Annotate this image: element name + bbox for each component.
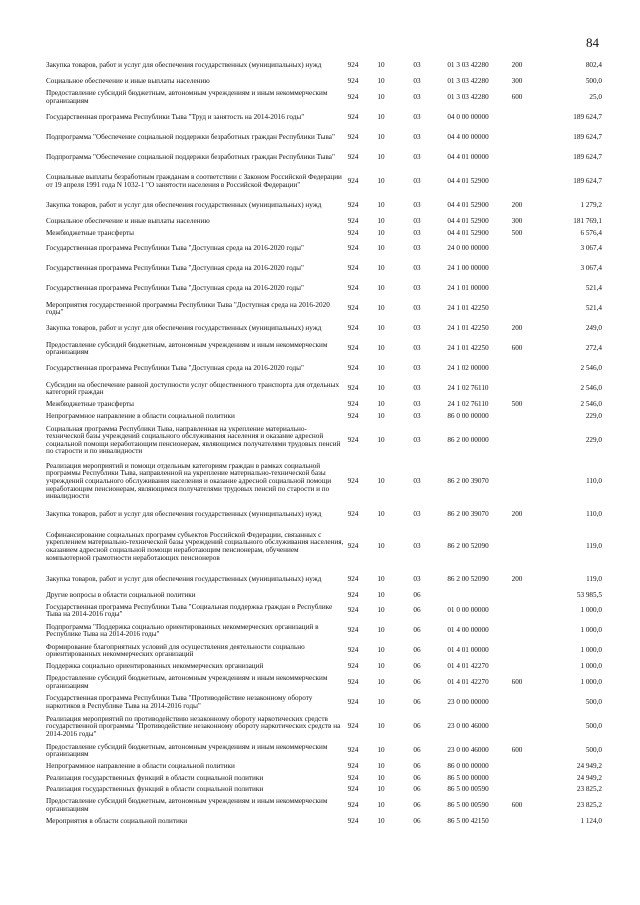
section-code-cell: 10 [377, 61, 385, 70]
subsection-code-cell: 03 [413, 384, 421, 393]
table-row [46, 339, 602, 359]
subsection-code-cell: 03 [413, 364, 421, 373]
amount-cell: 181 769,1 [573, 216, 602, 225]
ministry-code-cell: 924 [347, 785, 359, 794]
expense-name-cell: Поддержка социально ориентированных некоммерческих организаций [46, 662, 264, 671]
table-row [46, 773, 602, 785]
amount-cell: 53 985,5 [576, 590, 602, 599]
subsection-code-cell: 03 [413, 304, 421, 313]
amount-cell: 1 279,2 [580, 201, 602, 210]
expense-name-cell: Реализация мероприятий по противодействию незаконному обороту наркотических средств государственной программы "Противодействие незаконному обороту наркотических средств на 2014-2016 годы" [46, 714, 341, 738]
table-row [46, 359, 602, 379]
table-row [46, 379, 602, 399]
expense-name-cell: Социальная программа Республики Тыва, направленная на укрепление материально-технической базы учреждений социального обслуживания населения и оказание адресной социальной помощи неработающим пенсионерам, являющимся получателями трудовых пенсий по старости и по инвалидности [46, 424, 341, 456]
ministry-code-cell: 924 [347, 773, 359, 782]
table-row [46, 128, 602, 148]
expense-name-cell: Закупка товаров, работ и услуг для обеспечения государственных (муниципальных) нужд [46, 61, 322, 70]
section-code-cell: 10 [377, 92, 385, 101]
subsection-code-cell: 03 [413, 201, 421, 210]
table-row [46, 422, 602, 459]
table-row [46, 761, 602, 773]
subsection-code-cell: 06 [413, 801, 421, 810]
ministry-code-cell: 924 [347, 384, 359, 393]
expense-name-cell: Подпрограмма "Поддержка социально ориентированных некоммерческих организаций в Республике Тыва на 2014-2016 годы" [46, 622, 319, 639]
expense-name-cell: Закупка товаров, работ и услуг для обеспечения государственных (муниципальных) нужд [46, 509, 322, 518]
target-article-cell: 04 0 00 00000 [447, 112, 489, 121]
subsection-code-cell: 03 [413, 542, 421, 551]
subsection-code-cell: 06 [413, 626, 421, 635]
table-row [46, 196, 602, 216]
section-code-cell: 10 [377, 626, 385, 635]
target-article-cell: 86 5 00 42150 [447, 816, 489, 825]
section-code-cell: 10 [377, 816, 385, 825]
ministry-code-cell: 924 [347, 435, 359, 444]
target-article-cell: 04 4 01 52900 [447, 176, 489, 185]
section-code-cell: 10 [377, 697, 385, 706]
expense-name-cell: Мероприятия государственной программы Республики Тыва "Доступная среда на 2016-2020 годы" [46, 300, 330, 317]
expense-name-cell: Государственная программа Республики Тыва "Доступная среда на 2016-2020 годы" [46, 264, 304, 273]
amount-cell: 23 825,2 [576, 801, 602, 810]
amount-cell: 2 546,0 [580, 364, 602, 373]
table-row [46, 259, 602, 279]
section-code-cell: 10 [377, 746, 385, 755]
subsection-code-cell: 03 [413, 152, 421, 161]
ministry-code-cell: 924 [347, 762, 359, 771]
section-code-cell: 10 [377, 77, 385, 85]
amount-cell: 110,0 [586, 476, 602, 485]
amount-cell: 189 624,7 [573, 176, 602, 185]
ministry-code-cell: 924 [347, 244, 359, 253]
section-code-cell: 10 [377, 762, 385, 771]
amount-cell: 1 000,0 [580, 677, 602, 686]
ministry-code-cell: 924 [347, 216, 359, 225]
amount-cell: 500,0 [585, 746, 602, 755]
section-code-cell: 10 [377, 264, 385, 273]
expense-name-cell: Государственная программа Республики Тыва "Труд и занятость на 2014-2016 годы" [46, 112, 305, 121]
table-row [46, 279, 602, 299]
target-article-cell: 24 1 02 00000 [447, 364, 489, 373]
table-row [46, 816, 602, 828]
ministry-code-cell: 924 [347, 344, 359, 353]
amount-cell: 3 067,4 [580, 264, 602, 273]
section-code-cell: 10 [377, 476, 385, 485]
expense-name-cell: Реализация государственных функций в области социальной политики [46, 773, 264, 782]
amount-cell: 24 949,2 [576, 762, 602, 771]
subsection-code-cell: 06 [413, 677, 421, 686]
subsection-code-cell: 03 [413, 574, 421, 583]
subsection-code-cell: 06 [413, 662, 421, 671]
table-row [46, 713, 602, 741]
section-code-cell: 10 [377, 677, 385, 686]
section-code-cell: 10 [377, 400, 385, 409]
table-row [46, 56, 602, 76]
ministry-code-cell: 924 [347, 364, 359, 373]
ministry-code-cell: 924 [347, 606, 359, 615]
section-code-cell: 10 [377, 574, 385, 583]
subsection-code-cell: 03 [413, 344, 421, 353]
target-article-cell: 24 1 01 42250 [447, 344, 489, 353]
section-code-cell: 10 [377, 216, 385, 225]
expense-name-cell: Реализация мероприятий и помощи отдельным категориям граждан в рамках социальной программы Республики Тыва, направленной на укрепление материально-технической базы учреждений социального обслуживания населения и оказание адресной социальной помощи неработающим пенсионерам, являющимся получателями трудовых пенсий по старости и по инвалидности [46, 461, 332, 501]
expense-type-cell: 300 [511, 216, 523, 225]
amount-cell: 25,0 [589, 92, 602, 101]
expense-name-cell: Софинансирование социальных программ субъектов Российской Федерации, связанных с укреплением материально-технической базы учреждений социального обслуживания населения, оказанием адресной социальной помощи неработающим пенсионерам, обучением компьютерной грамотности неработающих пенсионеров [46, 530, 344, 562]
section-code-cell: 10 [377, 785, 385, 794]
section-code-cell: 10 [377, 364, 385, 373]
target-article-cell: 23 0 00 46000 [447, 746, 489, 755]
table-row [46, 641, 602, 661]
expense-name-cell: Государственная программа Республики Тыва "Противодействие незаконному обороту наркотиков в Республике Тыва на 2014-2016 годы" [46, 694, 313, 710]
ministry-code-cell: 924 [347, 61, 359, 70]
section-code-cell: 10 [377, 244, 385, 253]
target-article-cell: 24 1 01 42250 [447, 324, 489, 333]
ministry-code-cell: 924 [347, 801, 359, 810]
ministry-code-cell: 924 [347, 411, 359, 420]
ministry-code-cell: 924 [347, 284, 359, 293]
target-article-cell: 01 3 03 42280 [447, 92, 489, 101]
expense-type-cell: 200 [511, 61, 523, 70]
table-row [46, 228, 602, 240]
amount-cell: 6 576,4 [580, 228, 602, 237]
target-article-cell: 86 2 00 39070 [447, 509, 489, 518]
subsection-code-cell: 03 [413, 435, 421, 444]
table-row [46, 399, 602, 411]
expense-name-cell: Закупка товаров, работ и услуг для обеспечения государственных (муниципальных) нужд [46, 324, 322, 333]
target-article-cell: 86 2 00 52090 [447, 542, 489, 551]
amount-cell: 1 000,0 [580, 606, 602, 615]
section-code-cell: 10 [377, 542, 385, 551]
table-row [46, 784, 602, 796]
table-row [46, 411, 602, 423]
expense-name-cell: Межбюджетные трансферты [46, 228, 134, 237]
expense-name-cell: Субсидии на обеспечение равной доступности услуг общественного транспорта для отдельных категорий граждан [46, 380, 340, 397]
target-article-cell: 86 0 00 00000 [447, 762, 489, 771]
section-code-cell: 10 [377, 646, 385, 655]
amount-cell: 2 546,0 [580, 384, 602, 393]
expense-type-cell: 200 [511, 324, 523, 333]
target-article-cell: 86 2 00 00000 [447, 435, 489, 444]
section-code-cell: 10 [377, 590, 385, 599]
table-row [46, 570, 602, 590]
expense-name-cell: Закупка товаров, работ и услуг для обеспечения государственных (муниципальных) нужд [46, 574, 322, 583]
table-row [46, 504, 602, 524]
subsection-code-cell: 03 [413, 216, 421, 225]
ministry-code-cell: 924 [347, 176, 359, 185]
target-article-cell: 86 5 00 00590 [447, 801, 489, 810]
expense-name-cell: Предоставление субсидий бюджетным, автономным учреждениям и иным некоммерческим организациям [46, 340, 328, 357]
expense-name-cell: Закупка товаров, работ и услуг для обеспечения государственных (муниципальных) нужд [46, 201, 322, 210]
target-article-cell: 24 1 00 00000 [447, 264, 489, 273]
target-article-cell: 24 1 01 42250 [447, 304, 489, 313]
subsection-code-cell: 03 [413, 400, 421, 409]
section-code-cell: 10 [377, 132, 385, 141]
amount-cell: 229,0 [585, 411, 602, 420]
expense-type-cell: 500 [511, 228, 523, 237]
target-article-cell: 86 0 00 00000 [447, 411, 489, 420]
expense-type-cell: 600 [511, 92, 523, 101]
amount-cell: 521,4 [585, 304, 602, 313]
subsection-code-cell: 06 [413, 762, 421, 771]
amount-cell: 189 624,7 [573, 132, 602, 141]
section-code-cell: 10 [377, 176, 385, 185]
ministry-code-cell: 924 [347, 509, 359, 518]
subsection-code-cell: 03 [413, 264, 421, 273]
ministry-code-cell: 924 [347, 646, 359, 655]
table-row [46, 693, 602, 713]
target-article-cell: 24 1 02 76110 [447, 400, 489, 409]
target-article-cell: 86 5 00 00590 [447, 785, 489, 794]
ministry-code-cell: 924 [347, 722, 359, 731]
ministry-code-cell: 924 [347, 476, 359, 485]
table-row [46, 239, 602, 259]
subsection-code-cell: 06 [413, 590, 421, 599]
subsection-code-cell: 03 [413, 509, 421, 518]
expense-name-cell: Государственная программа Республики Тыва "Социальная поддержка граждан в Республике Тыва на 2014-2016 годы" [46, 602, 333, 619]
table-row [46, 661, 602, 673]
expense-name-cell: Другие вопросы в области социальной политики [46, 590, 196, 599]
subsection-code-cell: 03 [413, 228, 421, 237]
expense-name-cell: Непрограммное направление в области социальной политики [46, 411, 235, 420]
table-row [46, 319, 602, 339]
target-article-cell: 01 3 03 42280 [447, 77, 489, 85]
section-code-cell: 10 [377, 152, 385, 161]
expense-name-cell: Государственная программа Республики Тыва "Доступная среда на 2016-2020 годы" [46, 284, 304, 293]
expense-name-cell: Реализация государственных функций в области социальной политики [46, 785, 264, 794]
amount-cell: 24 949,2 [576, 773, 602, 782]
target-article-cell: 01 4 01 42270 [447, 677, 489, 686]
target-article-cell: 01 4 01 00000 [447, 646, 489, 655]
expense-name-cell: Подпрограмма "Обеспечение социальной поддержки безработных граждан Республики Тыва" [46, 152, 335, 161]
ministry-code-cell: 924 [347, 304, 359, 313]
page-number: 84 [586, 35, 599, 50]
ministry-code-cell: 924 [347, 201, 359, 210]
subsection-code-cell: 03 [413, 324, 421, 333]
subsection-code-cell: 03 [413, 112, 421, 121]
subsection-code-cell: 03 [413, 92, 421, 101]
ministry-code-cell: 924 [347, 228, 359, 237]
target-article-cell: 23 0 00 46000 [447, 722, 489, 731]
ministry-code-cell: 924 [347, 746, 359, 755]
ministry-code-cell: 924 [347, 77, 359, 85]
ministry-code-cell: 924 [347, 400, 359, 409]
section-code-cell: 10 [377, 344, 385, 353]
section-code-cell: 10 [377, 284, 385, 293]
expense-name-cell: Предоставление субсидий бюджетным, автономным учреждениям и иным некоммерческим организациям [46, 89, 328, 105]
subsection-code-cell: 03 [413, 284, 421, 293]
amount-cell: 249,0 [585, 324, 602, 333]
expense-name-cell: Предоставление субсидий бюджетным, автономным учреждениям и иным некоммерческим организациям [46, 742, 328, 759]
section-code-cell: 10 [377, 606, 385, 615]
table-row [46, 673, 602, 693]
amount-cell: 1 000,0 [580, 626, 602, 635]
target-article-cell: 24 1 02 76110 [447, 384, 489, 393]
target-article-cell: 24 0 00 00000 [447, 244, 489, 253]
ministry-code-cell: 924 [347, 92, 359, 101]
table-row [46, 148, 602, 168]
section-code-cell: 10 [377, 304, 385, 313]
subsection-code-cell: 03 [413, 411, 421, 420]
target-article-cell: 01 3 03 42280 [447, 61, 489, 70]
amount-cell: 23 825,2 [576, 785, 602, 794]
subsection-code-cell: 03 [413, 476, 421, 485]
amount-cell: 1 000,0 [580, 662, 602, 671]
expense-type-cell: 200 [511, 201, 523, 210]
expense-type-cell: 600 [511, 801, 523, 810]
expense-type-cell: 600 [511, 746, 523, 755]
table-row [46, 168, 602, 196]
amount-cell: 3 067,4 [580, 244, 602, 253]
amount-cell: 110,0 [586, 509, 602, 518]
amount-cell: 500,0 [585, 77, 602, 85]
target-article-cell: 01 0 00 00000 [447, 606, 489, 615]
amount-cell: 500,0 [585, 722, 602, 731]
expense-type-cell: 200 [511, 509, 523, 518]
ministry-code-cell: 924 [347, 677, 359, 686]
target-article-cell: 86 2 00 39070 [447, 476, 489, 485]
ministry-code-cell: 924 [347, 112, 359, 121]
ministry-code-cell: 924 [347, 626, 359, 635]
amount-cell: 802,4 [585, 61, 602, 70]
target-article-cell: 01 4 01 42270 [447, 662, 489, 671]
budget-table [46, 56, 602, 827]
expense-name-cell: Межбюджетные трансферты [46, 400, 134, 409]
ministry-code-cell: 924 [347, 697, 359, 706]
amount-cell: 189 624,7 [573, 112, 602, 121]
section-code-cell: 10 [377, 112, 385, 121]
amount-cell: 229,0 [585, 435, 602, 444]
amount-cell: 189 624,7 [573, 152, 602, 161]
section-code-cell: 10 [377, 411, 385, 420]
amount-cell: 1 124,0 [580, 816, 602, 825]
subsection-code-cell: 03 [413, 132, 421, 141]
section-code-cell: 10 [377, 384, 385, 393]
expense-type-cell: 300 [511, 77, 523, 85]
ministry-code-cell: 924 [347, 574, 359, 583]
ministry-code-cell: 924 [347, 152, 359, 161]
expense-type-cell: 200 [511, 574, 523, 583]
subsection-code-cell: 03 [413, 244, 421, 253]
subsection-code-cell: 06 [413, 816, 421, 825]
table-row [46, 76, 602, 88]
target-article-cell: 23 0 00 00000 [447, 697, 489, 706]
expense-name-cell: Государственная программа Республики Тыва "Доступная среда на 2016-2020 годы" [46, 244, 304, 253]
expense-name-cell: Предоставление субсидий бюджетным, автономным учреждениям и иным некоммерческим организациям [46, 797, 328, 813]
target-article-cell: 04 4 01 00000 [447, 152, 489, 161]
amount-cell: 272,4 [585, 344, 602, 353]
amount-cell: 119,0 [586, 542, 602, 551]
expense-type-cell: 600 [511, 677, 523, 686]
section-code-cell: 10 [377, 722, 385, 731]
section-code-cell: 10 [377, 662, 385, 671]
ministry-code-cell: 924 [347, 590, 359, 599]
table-row [46, 741, 602, 761]
ministry-code-cell: 924 [347, 662, 359, 671]
target-article-cell: 04 4 01 52900 [447, 201, 489, 210]
table-row [46, 621, 602, 641]
table-row [46, 601, 602, 621]
subsection-code-cell: 03 [413, 77, 421, 85]
expense-name-cell: Подпрограмма "Обеспечение социальной поддержки безработных граждан Республики Тыва" [46, 132, 335, 141]
target-article-cell: 86 5 00 00000 [447, 773, 489, 782]
section-code-cell: 10 [377, 509, 385, 518]
amount-cell: 1 000,0 [580, 646, 602, 655]
target-article-cell: 86 2 00 52090 [447, 574, 489, 583]
table-row [46, 459, 602, 504]
section-code-cell: 10 [377, 435, 385, 444]
amount-cell: 2 546,0 [580, 400, 602, 409]
subsection-code-cell: 03 [413, 61, 421, 70]
ministry-code-cell: 924 [347, 542, 359, 551]
expense-name-cell: Социальное обеспечение и иные выплаты населению [46, 77, 210, 85]
target-article-cell: 04 4 01 52900 [447, 228, 489, 237]
subsection-code-cell: 06 [413, 697, 421, 706]
target-article-cell: 04 4 00 00000 [447, 132, 489, 141]
expense-name-cell: Предоставление субсидий бюджетным, автономным учреждениям и иным некоммерческим организациям [46, 674, 328, 690]
table-row [46, 299, 602, 319]
expense-name-cell: Государственная программа Республики Тыва "Доступная среда на 2016-2020 годы" [46, 364, 304, 373]
expense-type-cell: 600 [511, 344, 523, 353]
subsection-code-cell: 06 [413, 746, 421, 755]
target-article-cell: 04 4 01 52900 [447, 216, 489, 225]
expense-name-cell: Социальное обеспечение и иные выплаты населению [46, 216, 210, 225]
ministry-code-cell: 924 [347, 132, 359, 141]
section-code-cell: 10 [377, 201, 385, 210]
section-code-cell: 10 [377, 801, 385, 810]
expense-name-cell: Социальные выплаты безработным гражданам в соответствии с Законом Российской Федерации от 19 апреля 1991 года N 1032-1 "О занятости населения в Российской Федерации" [46, 173, 342, 189]
ministry-code-cell: 924 [347, 816, 359, 825]
subsection-code-cell: 06 [413, 722, 421, 731]
subsection-code-cell: 06 [413, 773, 421, 782]
section-code-cell: 10 [377, 324, 385, 333]
amount-cell: 500,0 [585, 697, 602, 706]
table-row [46, 524, 602, 569]
target-article-cell: 01 4 00 00000 [447, 626, 489, 635]
subsection-code-cell: 03 [413, 176, 421, 185]
ministry-code-cell: 924 [347, 264, 359, 273]
expense-name-cell: Непрограммное направление в области социальной политики [46, 762, 235, 771]
expense-name-cell: Формирование благоприятных условий для осуществления деятельности социально ориентированных некоммерческих организаций [46, 642, 305, 659]
expense-type-cell: 500 [511, 400, 523, 409]
table-row [46, 108, 602, 128]
amount-cell: 521,4 [585, 284, 602, 293]
subsection-code-cell: 06 [413, 785, 421, 794]
table-row [46, 216, 602, 228]
table-row [46, 796, 602, 816]
section-code-cell: 10 [377, 228, 385, 237]
ministry-code-cell: 924 [347, 324, 359, 333]
table-row [46, 590, 602, 602]
target-article-cell: 24 1 01 00000 [447, 284, 489, 293]
subsection-code-cell: 06 [413, 606, 421, 615]
subsection-code-cell: 06 [413, 646, 421, 655]
amount-cell: 119,0 [586, 574, 602, 583]
table-row [46, 88, 602, 108]
expense-name-cell: Мероприятия в области социальной политики [46, 816, 188, 825]
section-code-cell: 10 [377, 773, 385, 782]
